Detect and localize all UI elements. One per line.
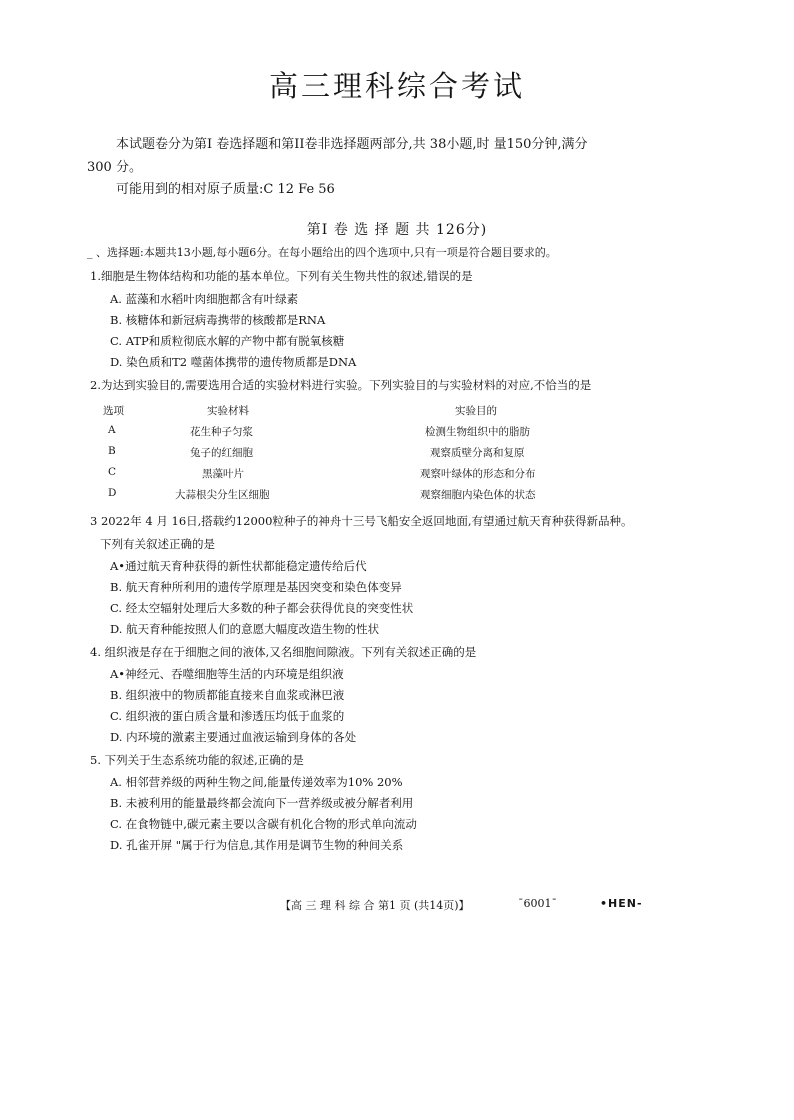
question-2-stem: 2.为达到实验目的,需要选用合适的实验材料进行实验。下列实验目的与实验材料的对应,不恰当的是 bbox=[90, 378, 592, 392]
table-header-material: 实验材料 bbox=[207, 405, 249, 417]
question-3-option-a: A•通过航天育种获得的新性状都能稳定遗传给后代 bbox=[110, 559, 367, 573]
section-instruction: _ 、选择题:本题共13小题,每小题6分。在每小题给出的四个选项中,只有一项是符合题目要求的。 bbox=[87, 246, 557, 259]
table-cell: 兔子的红细胞 bbox=[190, 447, 253, 459]
table-cell: 大蒜根尖分生区细胞 bbox=[175, 489, 270, 501]
page-number-footer: 【高 三 理 科 综 合 第1 页 (共14页)】 bbox=[280, 899, 470, 912]
question-5-option-a: A. 相邻营养级的两种生物之间,能量传递效率为10% 20% bbox=[110, 775, 403, 789]
question-1-option-d: D. 染色质和T2 噬菌体携带的遗传物质都是DNA bbox=[110, 355, 357, 369]
intro-line-2: 300 分。 bbox=[87, 160, 142, 175]
question-3-stem-cont: 下列有关叙述正确的是 bbox=[100, 537, 215, 551]
question-5-stem: 5. 下列关于生态系统功能的叙述,正确的是 bbox=[90, 753, 304, 767]
table-cell: 观察质壁分离和复原 bbox=[430, 447, 525, 459]
atomic-mass-note: 可能用到的相对原子质量:C 12 Fe 56 bbox=[116, 182, 335, 197]
table-cell: 观察叶绿体的形态和分布 bbox=[420, 468, 536, 480]
question-1-stem: 1.细胞是生物体结构和功能的基本单位。下列有关生物共性的叙述,错误的是 bbox=[90, 269, 473, 283]
table-cell: 观察细胞内染色体的状态 bbox=[420, 489, 536, 501]
table-cell: D bbox=[108, 487, 117, 499]
question-1-option-b: B. 核糖体和新冠病毒携带的核酸都是RNA bbox=[110, 313, 326, 327]
question-5-option-c: C. 在食物链中,碳元素主要以含碳有机化合物的形式单向流动 bbox=[110, 817, 417, 831]
question-4-stem: 4. 组织液是存在于细胞之间的液体,又名细胞间隙液。下列有关叙述正确的是 bbox=[90, 645, 477, 659]
question-3-option-b: B. 航天育种所利用的遗传学原理是基因突变和染色体变异 bbox=[110, 580, 402, 594]
question-3-option-d: D. 航天育种能按照人们的意愿大幅度改造生物的性状 bbox=[110, 622, 380, 636]
table-cell: 检测生物组织中的脂肪 bbox=[425, 426, 530, 438]
table-cell: 黑藻叶片 bbox=[202, 468, 244, 480]
table-cell: C bbox=[108, 466, 117, 478]
intro-line-1: 本试题卷分为第I 卷选择题和第II卷非选择题两部分,共 38小题,时 量150分钟,满分 bbox=[116, 137, 588, 152]
exam-code: ˉ6001ˉ bbox=[518, 897, 557, 910]
table-header-option: 选项 bbox=[103, 405, 124, 417]
publisher-mark: •HEN- bbox=[600, 897, 643, 910]
question-3-stem: 3 2022年 4 月 16日,搭载约12000粒种子的神舟十三号飞船安全返回地面,有望通过航天育种获得新品种。 bbox=[90, 514, 633, 528]
question-1-option-a: A. 蓝藻和水稻叶肉细胞都含有叶绿素 bbox=[110, 292, 299, 306]
question-4-option-c: C. 组织液的蛋白质含量和渗透压均低于血浆的 bbox=[110, 709, 345, 723]
question-4-option-a: A•神经元、吞噬细胞等生活的内环境是组织液 bbox=[110, 667, 344, 681]
question-3-option-c: C. 经太空辐射处理后大多数的种子都会获得优良的突变性状 bbox=[110, 601, 414, 615]
table-cell: 花生种子匀浆 bbox=[190, 426, 253, 438]
table-header-purpose: 实验目的 bbox=[455, 405, 497, 417]
question-4-option-b: B. 组织液中的物质都能直接来自血浆或淋巴液 bbox=[110, 688, 345, 702]
question-1-option-c: C. ATP和质粒彻底水解的产物中都有脱氧核糖 bbox=[110, 334, 345, 348]
table-cell: A bbox=[108, 424, 116, 436]
page-title: 高三理科综合考试 bbox=[268, 69, 525, 103]
table-cell: B bbox=[108, 445, 116, 457]
section-heading: 第I 卷 选 择 题 共 126分) bbox=[306, 222, 488, 238]
question-5-option-b: B. 未被利用的能量最终都会流向下一营养级或被分解者利用 bbox=[110, 796, 414, 810]
question-5-option-d: D. 孔雀开屏 "属于行为信息,其作用是调节生物的种间关系 bbox=[110, 838, 404, 852]
question-4-option-d: D. 内环境的激素主要通过血液运输到身体的各处 bbox=[110, 730, 357, 744]
